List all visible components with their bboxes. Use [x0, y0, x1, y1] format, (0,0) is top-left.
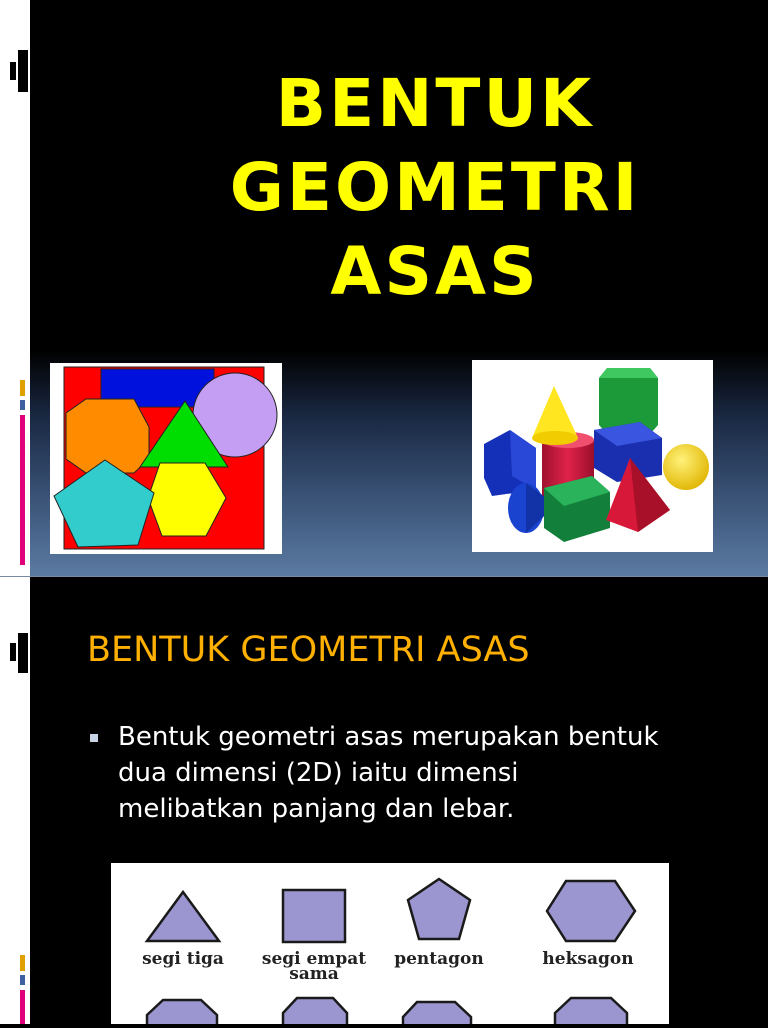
bullet-marker [90, 734, 98, 742]
octagon-shape [147, 1000, 217, 1024]
triangle-shape [147, 892, 219, 941]
nonagon-shape [403, 1002, 471, 1024]
label-pentagon: pentagon [394, 949, 484, 969]
label-triangle: segi tiga [142, 949, 224, 969]
square-shape [283, 890, 345, 942]
label-square-line2: sama [289, 964, 339, 984]
bullet-text [118, 719, 738, 827]
heptagon-shape [283, 998, 347, 1024]
bullet-line: dua dimensi (2D) iaitu dimensi [118, 758, 519, 788]
title-line: ASAS [330, 233, 540, 310]
bullet-line: Bentuk geometri asas merupakan bentuk [118, 722, 659, 752]
slide-1-title [100, 62, 768, 314]
pentagon-shape [408, 879, 470, 939]
label-hexagon: heksagon [542, 949, 634, 969]
slide-2-title: BENTUK GEOMETRI ASAS [87, 630, 530, 670]
label-square-line1: segi empat [261, 949, 367, 969]
decagon-shape [555, 998, 627, 1024]
shapes-names-image [111, 863, 669, 1024]
slide-left-strip [0, 577, 30, 1024]
flat-shapes-image [50, 363, 282, 554]
hexagon-shape [547, 881, 635, 941]
title-line: BENTUK [275, 65, 595, 142]
title-line: GEOMETRI [229, 149, 641, 226]
slide-left-strip [0, 0, 30, 576]
bullet-line: melibatkan panjang dan lebar. [118, 794, 515, 824]
solid-shapes-image [472, 360, 713, 552]
